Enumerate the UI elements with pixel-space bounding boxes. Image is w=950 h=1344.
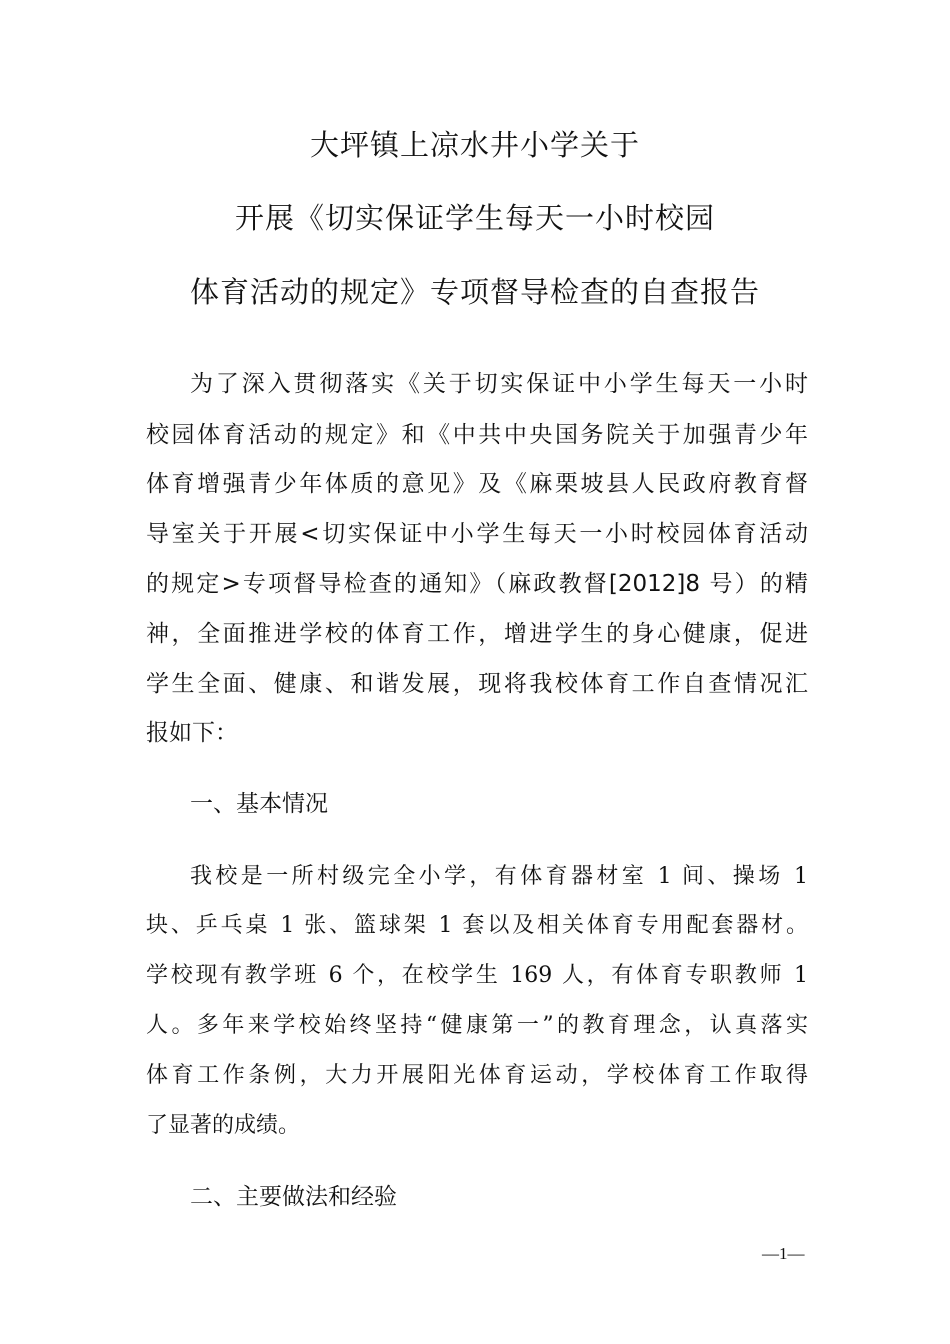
intro-line: 神，全面推进学校的体育工作，增进学生的身心健康，促进 xyxy=(146,621,808,647)
page-number: —1— xyxy=(762,1244,805,1263)
intro-line: 学生全面、健康、和谐发展，现将我校体育工作自查情况汇 xyxy=(146,671,808,697)
section1-line: 人。多年来学校始终坚持“健康第一”的教育理念，认真落实 xyxy=(146,1013,808,1038)
section-heading-practices: 二、主要做法和经验 xyxy=(190,1184,397,1210)
section1-line: 块、乒乓桌 1 张、篮球架 1 套以及相关体育专用配套器材。 xyxy=(146,913,808,938)
document-title-line-1: 大坪镇上凉水井小学关于 xyxy=(309,128,640,162)
section1-line: 体育工作条例，大力开展阳光体育运动，学校体育工作取得 xyxy=(146,1063,808,1088)
document-title-line-2: 开展《切实保证学生每天一小时校园 xyxy=(234,201,715,235)
document-title-line-3: 体育活动的规定》专项督导检查的自查报告 xyxy=(189,275,760,309)
intro-line: 报如下： xyxy=(146,720,238,746)
section1-line: 我校是一所村级完全小学，有体育器材室 1 间、操场 1 xyxy=(190,864,808,889)
section1-line: 了显著的成绩。 xyxy=(146,1113,301,1138)
intro-line: 导室关于开展<切实保证中小学生每天一小时校园体育活动 xyxy=(146,521,808,547)
section-heading-basic-info: 一、基本情况 xyxy=(190,791,328,817)
section1-line: 学校现有教学班 6 个，在校学生 169 人，有体育专职教师 1 xyxy=(146,963,808,988)
intro-line: 体育增强青少年体质的意见》及《麻栗坡县人民政府教育督 xyxy=(146,471,808,497)
intro-line: 校园体育活动的规定》和《中共中央国务院关于加强青少年 xyxy=(146,422,808,448)
intro-line: 的规定>专项督导检查的通知》（麻政教督[2012]8 号）的精 xyxy=(146,571,808,597)
intro-line: 为了深入贯彻落实《关于切实保证中小学生每天一小时 xyxy=(190,371,808,397)
